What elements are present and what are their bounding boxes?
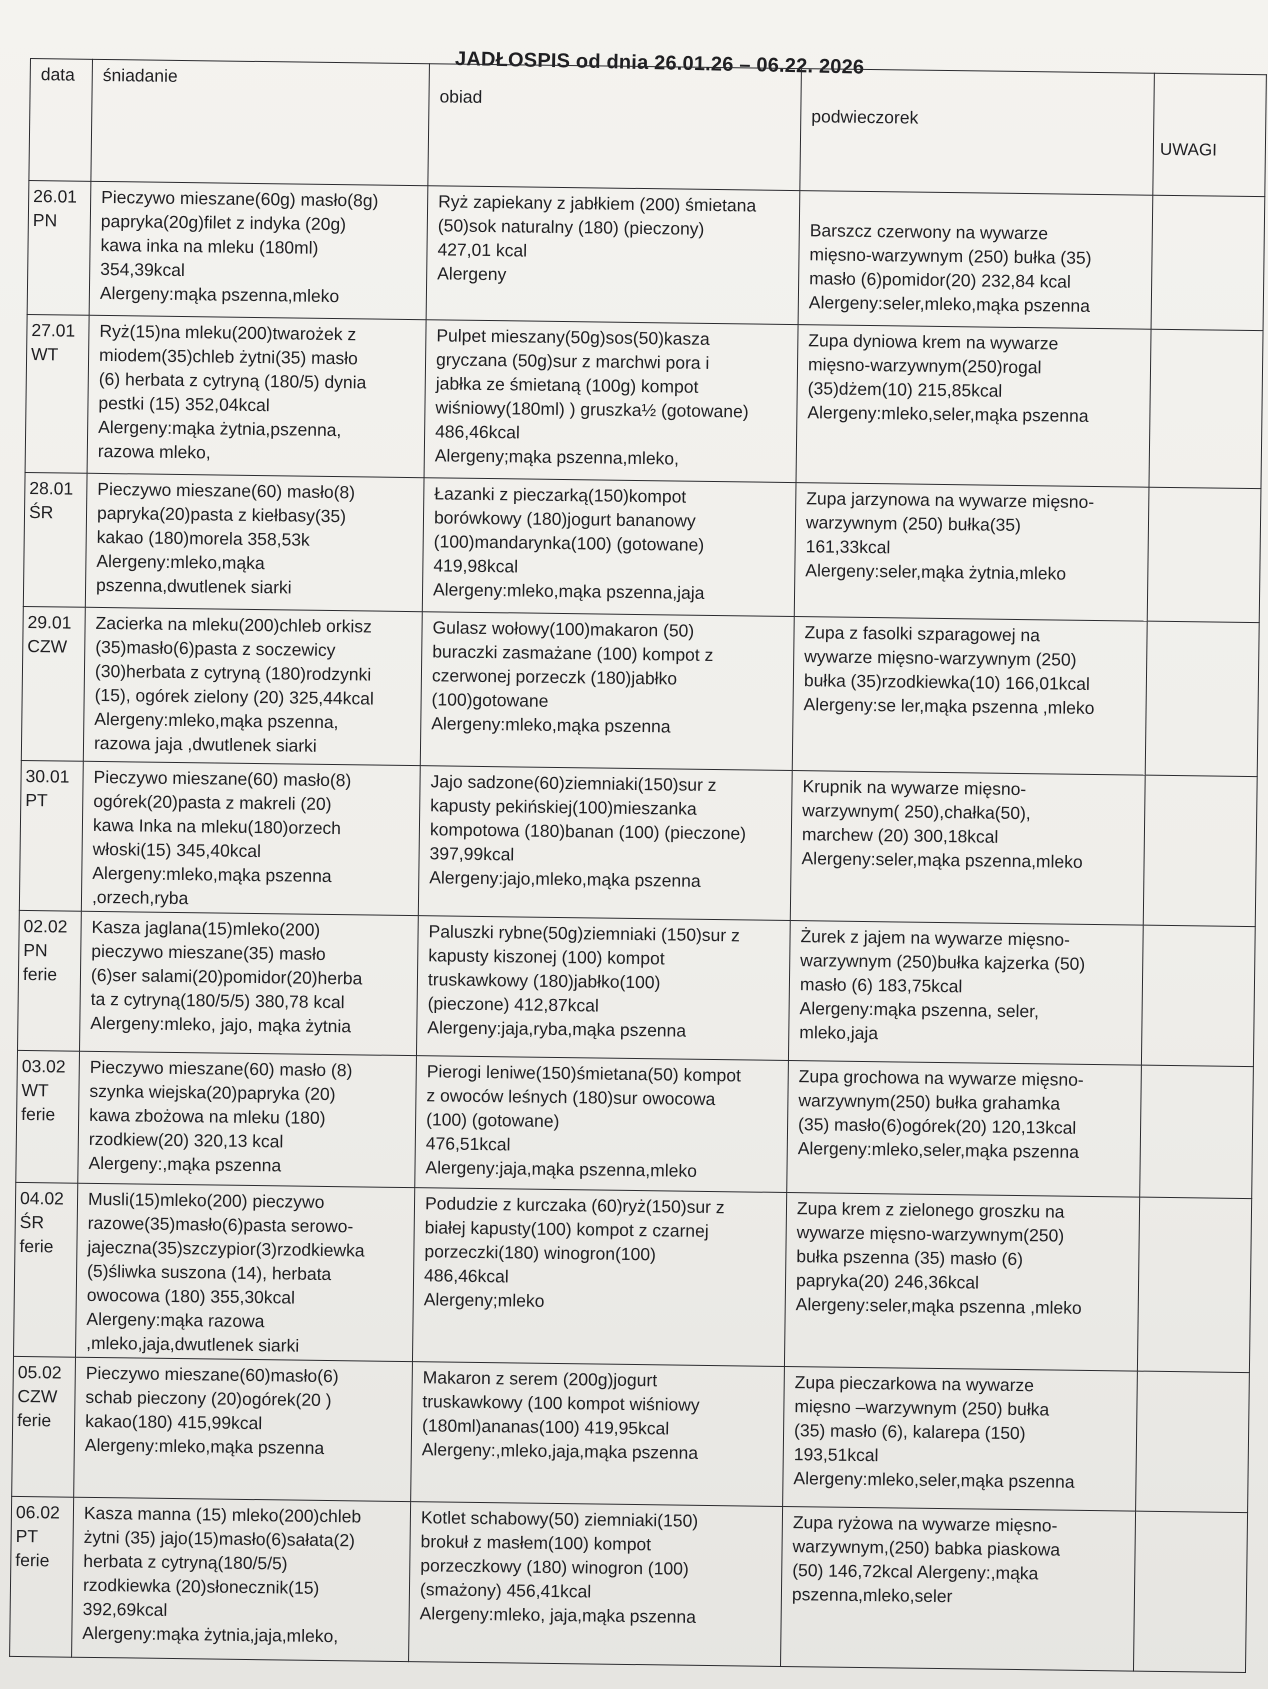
breakfast-line: Pieczywo mieszane(60g) masło(8g) (101, 186, 379, 211)
notes-cell (1137, 1197, 1251, 1372)
breakfast-line: ,mleko,jaja,dwutlenek siarki (86, 1332, 300, 1356)
menu-row (27, 180, 1265, 330)
snack-line: Alergeny:mąka pszenna, seler, (799, 998, 1040, 1022)
lunch-cell (422, 478, 796, 617)
snack-line: masło (6) 183,75kcal (799, 974, 963, 997)
snack-line: mięsno-warzywnym (250) bułka (35) (809, 244, 1092, 268)
date-cell (21, 606, 85, 761)
lunch-line: 427,01 kcal (437, 239, 528, 261)
notes-cell (1151, 195, 1265, 330)
lunch-line: kapusty pekińskiej(100)mieszanka (430, 795, 697, 819)
date-line: 05.02 (17, 1361, 62, 1383)
lunch-line: (smażony) 456,41kcal (419, 1579, 592, 1602)
lunch-cell (412, 1188, 786, 1367)
date-line: ferie (17, 1409, 52, 1431)
snack-line: Alergeny:seler,mąka pszenna ,mleko (795, 1294, 1082, 1318)
date-line: WT (21, 1079, 49, 1101)
breakfast-line: Pieczywo mieszane(60) masło(8) (93, 766, 352, 791)
lunch-cell (415, 1056, 789, 1193)
lunch-line: Łazanki z pieczarką(150)kompot (434, 483, 687, 507)
snack-cell (792, 617, 1147, 776)
notes-cell (1140, 1065, 1254, 1198)
lunch-line: Pulpet mieszany(50g)sos(50)kasza (436, 325, 710, 349)
snack-cell (788, 921, 1143, 1066)
snack-line: Alergeny:seler,mąka pszenna,mleko (801, 848, 1083, 872)
snack-line: Krupnik na wywarze mięsno- (802, 776, 1027, 800)
notes-cell (1147, 487, 1261, 622)
snack-line: warzywnym(250) bułka grahamka (798, 1090, 1061, 1114)
lunch-line: Paluszki rybne(50g)ziemniaki (150)sur z (428, 921, 740, 946)
menu-row (10, 1496, 1248, 1672)
snack-line: Alergeny:seler,mąka żytnia,mleko (805, 560, 1067, 584)
menu-body (10, 180, 1265, 1672)
breakfast-line: razowa jaja ,dwutlenek siarki (93, 732, 317, 756)
lunch-line: Alergeny:mleko, jaja,mąka pszenna (419, 1603, 697, 1627)
lunch-line: Alergeny;mleko (423, 1289, 545, 1311)
breakfast-line: Pieczywo mieszane(60) masło(8) (97, 478, 356, 503)
lunch-cell (409, 1502, 783, 1667)
breakfast-line: razowe(35)masło(6)pasta serowo- (87, 1212, 354, 1237)
breakfast-line: Alergeny:mleko,mąka (96, 550, 265, 574)
date-line: 04.02 (19, 1187, 65, 1209)
snack-line: Zupa dyniowa krem na wywarze (808, 330, 1059, 354)
snack-line: Alergeny:seler,mleko,mąka pszenna (808, 292, 1091, 316)
date-line: WT (30, 344, 59, 365)
snack-line: bułka pszenna (35) masło (6) (796, 1246, 1024, 1270)
notes-cell (1143, 775, 1257, 926)
snack-line: warzywnym (250) bułka(35) (805, 512, 1022, 536)
snack-line: Zupa ryżowa na wywarze mięsno- (792, 1512, 1058, 1536)
date-line: PT (15, 1525, 39, 1547)
lunch-line: porzeczkowy (180) winogron (100) (420, 1555, 689, 1579)
snack-line: warzywnym( 250),chałka(50), (802, 800, 1031, 824)
snack-line: Żurek z jajem na wywarze mięsno- (800, 926, 1071, 950)
lunch-line: 476,51kcal (425, 1133, 511, 1155)
snack-line: Alergeny:mleko,seler,mąka pszenna (797, 1138, 1080, 1162)
breakfast-line: jajeczna(35)szczypior(3)rzodkiewka (87, 1236, 365, 1261)
date-line: 30.01 (25, 766, 70, 787)
snack-line: Zupa pieczarkowa na wywarze (794, 1372, 1035, 1396)
breakfast-line: 354,39kcal (100, 258, 186, 281)
date-line: ferie (19, 1235, 54, 1257)
notes-cell (1149, 329, 1263, 488)
snack-cell (798, 191, 1153, 330)
breakfast-line: Alergeny:mleko,mąka pszenna (84, 1434, 325, 1458)
lunch-line: Alergeny:jaja,ryba,mąka pszenna (427, 1017, 687, 1041)
snack-line: mleko,jaja (799, 1022, 879, 1044)
lunch-cell (416, 916, 790, 1061)
notes-cell (1136, 1371, 1250, 1512)
lunch-line: Alergeny:jajo,mleko,mąka pszenna (429, 867, 701, 891)
breakfast-line: herbata z cytryną(180/5/5) (83, 1550, 288, 1574)
notes-cell (1145, 621, 1259, 776)
breakfast-line: szynka wiejska(20)papryka (20) (89, 1080, 336, 1105)
lunch-line: białej kapusty(100) kompot z czarnej (424, 1217, 709, 1241)
breakfast-line: Musli(15)mleko(200) pieczywo (87, 1188, 325, 1212)
breakfast-cell (75, 1183, 414, 1361)
breakfast-line: 392,69kcal (82, 1598, 168, 1620)
snack-line: warzywnym,(250) babka piaskowa (792, 1536, 1061, 1560)
breakfast-line: rzodkiew(20) 320,13 kcal (88, 1128, 284, 1152)
lunch-line: (100)mandarynka(100) (gotowane) (433, 531, 705, 555)
lunch-line: jabłka ze śmietaną (100g) kompot (435, 373, 699, 397)
breakfast-line: Ryż(15)na mleku(200)twarożek z (99, 320, 357, 345)
breakfast-line: kakao (180)morela 358,53k (96, 526, 310, 550)
breakfast-line: (6)ser salami(20)pomidor(20)herba (90, 964, 363, 989)
snack-line: marchew (20) 300,18kcal (801, 824, 999, 847)
lunch-line: Kotlet schabowy(50) ziemniaki(150) (420, 1507, 699, 1531)
lunch-line: Jajo sadzone(60)ziemniaki(150)sur z (430, 771, 717, 796)
menu-row (21, 606, 1259, 776)
breakfast-cell (83, 607, 422, 765)
menu-row (19, 760, 1257, 926)
snack-line: wywarze mięsno-warzywnym(250) (796, 1222, 1065, 1246)
lunch-line: 397,99kcal (429, 843, 515, 865)
breakfast-line: schab pieczony (20)ogórek(20 ) (85, 1386, 332, 1411)
lunch-line: Alergeny;mąka pszenna,mleko, (434, 445, 680, 469)
snack-line: 193,51kcal (793, 1444, 879, 1466)
lunch-line: buraczki zasmażane (100) kompot z (432, 641, 714, 665)
breakfast-line: papryka(20)pasta z kiełbasy(35) (96, 502, 347, 527)
breakfast-cell (72, 1497, 411, 1661)
breakfast-line: Pieczywo mieszane(60)masło(6) (85, 1362, 339, 1387)
date-line: CZW (27, 636, 68, 657)
snack-line: bułka (35)rzodkiewka(10) 166,01kcal (803, 670, 1091, 694)
lunch-line: kompotowa (180)banan (100) (pieczone) (429, 819, 747, 844)
menu-row (25, 314, 1263, 488)
date-line: ferie (22, 963, 58, 985)
breakfast-line: żytni (35) jajo(15)masło(6)sałata(2) (83, 1526, 356, 1551)
lunch-line: (180ml)ananas(100) 419,95kcal (422, 1415, 670, 1439)
breakfast-line: Zacierka na mleku(200)chleb orkisz (95, 612, 372, 637)
snack-line: (35) masło (6), kalarepa (150) (793, 1420, 1026, 1444)
snack-line: Barszcz czerwony na wywarze (809, 220, 1049, 244)
breakfast-line: ,orzech,ryba (91, 886, 189, 909)
breakfast-cell (74, 1357, 413, 1501)
date-cell (12, 1356, 76, 1497)
date-cell (27, 180, 91, 315)
snack-line: (35)dżem(10) 215,85kcal (807, 378, 1003, 401)
breakfast-line: kawa inka na mleku (180ml) (100, 234, 319, 258)
breakfast-line: (5)śliwka suszona (14), herbata (86, 1260, 332, 1285)
menu-table-wrapper (9, 58, 1266, 1673)
lunch-line: Ryż zapiekany z jabłkiem (200) śmietana (438, 191, 757, 216)
breakfast-line: Kasza manna (15) mleko(200)chleb (83, 1502, 362, 1527)
lunch-line: borówkowy (180)jogurt bananowy (433, 507, 696, 531)
breakfast-line: (6) herbata z cytryną (180/5) dynia (98, 368, 367, 393)
breakfast-line: włoski(15) 345,40kcal (92, 838, 262, 862)
menu-row (12, 1356, 1250, 1512)
lunch-line: Alergeny:mleko,mąka pszenna (431, 713, 671, 737)
date-line: CZW (17, 1385, 58, 1407)
menu-row (14, 1182, 1252, 1372)
notes-cell (1141, 925, 1255, 1066)
snack-line: Zupa krem z zielonego groszku na (796, 1198, 1065, 1222)
lunch-line: porzeczki(180) winogron(100) (424, 1241, 657, 1265)
lunch-line: z owoców leśnych (180)sur owocowa (426, 1085, 716, 1110)
snack-line: (35) masło(6)ogórek(20) 120,13kcal (797, 1114, 1077, 1138)
breakfast-line: pieczywo mieszane(35) masło (91, 940, 326, 964)
header-date: data (29, 59, 93, 182)
lunch-line: 486,46kcal (423, 1265, 509, 1287)
snack-cell (781, 1506, 1136, 1671)
snack-line: wywarze mięsno-warzywnym (250) (804, 646, 1077, 670)
lunch-line: 419,98kcal (433, 555, 519, 577)
snack-line: mięsno-warzywnym(250)rogal (807, 354, 1042, 378)
lunch-cell (411, 1362, 785, 1507)
date-cell (23, 472, 87, 607)
snack-line: 161,33kcal (805, 536, 891, 558)
snack-line: Alergeny:mleko,seler,mąka pszenna (793, 1468, 1075, 1492)
date-cell (16, 1050, 80, 1183)
date-line: 02.02 (23, 915, 68, 937)
breakfast-line: Alergeny:mąka żytnia,pszenna, (98, 416, 342, 441)
lunch-line: wiśniowy(180ml) ) gruszka½ (gotowane) (435, 397, 749, 422)
date-cell (25, 314, 89, 473)
snack-line: pszenna,mleko,seler (791, 1584, 953, 1607)
breakfast-line: miodem(35)chleb żytni(35) masło (98, 344, 358, 369)
notes-cell (1133, 1511, 1247, 1672)
date-line: PN (32, 210, 58, 231)
lunch-line: 486,46kcal (435, 421, 520, 443)
breakfast-cell (80, 911, 419, 1055)
header-row (29, 59, 1266, 197)
lunch-line: Alergeny:mleko,mąka pszenna,jaja (432, 579, 705, 603)
date-line: 06.02 (15, 1501, 60, 1523)
lunch-line: Pierogi leniwe(150)śmietana(50) kompot (426, 1061, 742, 1086)
breakfast-line: kakao(180) 415,99kcal (85, 1410, 263, 1434)
date-line: ŚR (19, 1211, 45, 1233)
lunch-line: Makaron z serem (200g)jogurt (422, 1367, 658, 1391)
snack-line: (50) 146,72kcal Alergeny:,mąka (792, 1560, 1039, 1584)
menu-row (18, 910, 1256, 1066)
lunch-line: (100) (gotowane) (426, 1109, 560, 1132)
breakfast-line: Pieczywo mieszane(60) masło (8) (89, 1056, 353, 1081)
breakfast-line: owocowa (180) 355,30kcal (86, 1284, 296, 1308)
header-notes: UWAGI (1153, 73, 1267, 196)
snack-cell (796, 325, 1151, 488)
snack-line: Alergeny:mleko,seler,mąka pszenna (807, 402, 1089, 426)
date-line: PN (23, 939, 48, 961)
breakfast-line: (15), ogórek zielony (20) 325,44kcal (94, 684, 374, 709)
date-line: 28.01 (29, 478, 74, 499)
breakfast-line: (30)herbata z cytryną (180)rodzynki (94, 660, 372, 685)
breakfast-line: Alergeny:mleko,mąka pszenna (92, 862, 332, 887)
menu-row (16, 1050, 1254, 1198)
breakfast-cell (87, 315, 426, 477)
date-line: 27.01 (31, 320, 76, 341)
lunch-line: Gulasz wołowy(100)makaron (50) (432, 617, 695, 641)
header-breakfast: śniadanie (91, 59, 430, 185)
header-lunch: obiad (428, 64, 802, 191)
menu-title: JADŁOSPIS od dnia 26.01.26 – 06.22. 2026 (454, 48, 865, 79)
snack-cell (783, 1366, 1138, 1511)
breakfast-line: Alergeny:mleko,mąka pszenna, (94, 708, 339, 733)
menu-row (23, 472, 1261, 622)
lunch-line: gryczana (50g)sur z marchwi pora i (435, 349, 710, 373)
breakfast-line: pszenna,dwutlenek siarki (95, 574, 292, 598)
snack-line: mięsno –warzywnym (250) bułka (794, 1396, 1050, 1420)
breakfast-cell (89, 181, 428, 319)
snack-line: warzywnym (250)bułka kajzerka (50) (800, 950, 1086, 974)
date-line: 26.01 (33, 186, 78, 207)
snack-cell (790, 771, 1145, 926)
breakfast-line: kawa zbożowa na mleku (180) (89, 1104, 326, 1128)
lunch-line: kapusty kiszonej (100) kompot (428, 945, 665, 969)
snack-line: Zupa grochowa na wywarze mięsno- (798, 1066, 1084, 1090)
date-cell (14, 1182, 78, 1357)
breakfast-line: Alergeny:mąka żytnia,jaja,mleko, (82, 1622, 339, 1647)
lunch-line: (50)sok naturalny (180) (pieczony) (437, 215, 705, 239)
breakfast-line: razowa mleko, (97, 440, 211, 463)
breakfast-line: ogórek(20)pasta z makreli (20) (93, 790, 332, 815)
lunch-line: Alergeny:jaja,mąka pszenna,mleko (425, 1157, 698, 1181)
snack-line: Alergeny:se ler,mąka pszenna ,mleko (803, 694, 1095, 718)
breakfast-cell (78, 1051, 417, 1187)
snack-line: masło (6)pomidor(20) 232,84 kcal (809, 268, 1071, 292)
lunch-line: Alergeny (437, 263, 507, 285)
breakfast-cell (85, 473, 424, 611)
date-line: ferie (15, 1549, 50, 1571)
lunch-line: brokuł z masłem(100) kompot (420, 1531, 652, 1555)
date-cell (19, 760, 83, 911)
date-cell (10, 1496, 74, 1657)
breakfast-cell (81, 761, 420, 915)
breakfast-line: Alergeny:mleko, jajo, mąka żytnia (90, 1012, 352, 1037)
date-line: ferie (21, 1103, 56, 1125)
date-line: 29.01 (27, 612, 72, 633)
lunch-cell (426, 186, 800, 325)
breakfast-line: pestki (15) 352,04kcal (98, 392, 270, 416)
lunch-cell (424, 320, 798, 483)
breakfast-line: Alergeny:mąka pszenna,mleko (99, 282, 340, 307)
lunch-line: (100)gotowane (431, 689, 549, 711)
snack-cell (794, 483, 1149, 622)
lunch-line: truskawkowy (100 kompot wiśniowy (422, 1391, 700, 1415)
breakfast-line: Kasza jaglana(15)mleko(200) (91, 916, 321, 940)
header-snack: podwieczorek (800, 69, 1155, 196)
breakfast-line: Alergeny:mąka razowa (86, 1308, 265, 1332)
snack-line: Zupa jarzynowa na wywarze mięsno- (806, 488, 1095, 512)
date-line: ŚR (28, 502, 54, 523)
breakfast-line: papryka(20g)filet z indyka (20g) (100, 210, 347, 235)
lunch-cell (420, 612, 794, 771)
snack-cell (787, 1061, 1142, 1198)
lunch-line: truskawkowy (180)jabłko(100) (427, 969, 661, 993)
lunch-line: (pieczone) 412,87kcal (427, 993, 599, 1016)
date-line: 03.02 (21, 1055, 66, 1077)
snack-line: Zupa z fasolki szparagowej na (804, 622, 1041, 646)
breakfast-line: ta z cytryną(180/5/5) 380,78 kcal (90, 988, 345, 1013)
date-cell (18, 910, 82, 1051)
lunch-cell (418, 766, 792, 921)
breakfast-line: rzodkiewka (20)słonecznik(15) (82, 1574, 320, 1598)
lunch-line: Alergeny:,mleko,jaja,mąka pszenna (421, 1439, 699, 1463)
breakfast-line: (35)masło(6)pasta z soczewicy (95, 636, 336, 661)
lunch-line: Podudzie z kurczaka (60)ryż(150)sur z (424, 1193, 725, 1218)
breakfast-line: Alergeny:,mąka pszenna (88, 1152, 282, 1176)
breakfast-line: kawa Inka na mleku(180)orzech (92, 814, 342, 839)
snack-cell (784, 1193, 1139, 1372)
lunch-line: czerwonej porzeczk (180)jabłko (431, 665, 678, 689)
menu-table (9, 58, 1267, 1673)
snack-line: papryka(20) 246,36kcal (795, 1270, 980, 1293)
date-line: PT (25, 790, 48, 811)
